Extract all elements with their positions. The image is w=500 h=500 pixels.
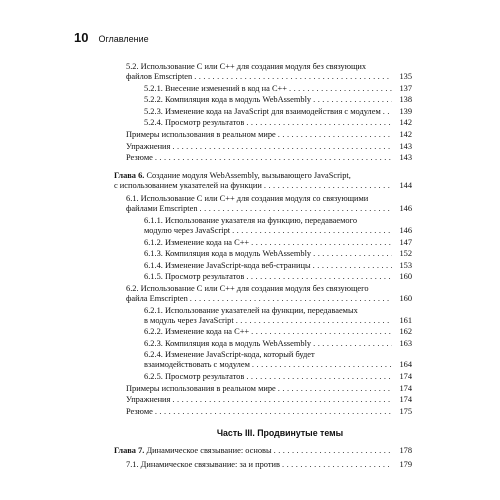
- toc-page-number: 143: [399, 141, 412, 151]
- dot-leader: [313, 261, 392, 271]
- toc-entry-text: 6.1.3. Компиляция кода в модуль WebAssembly: [144, 249, 312, 259]
- dot-leader: [190, 294, 392, 304]
- dot-leader: [236, 316, 392, 326]
- toc-entry-text: 6.2. Использование C или C++ для создания модуля без связующего: [126, 284, 369, 293]
- toc-entry-text: 5.2.1. Внесение изменений в код на C++: [144, 83, 287, 93]
- toc-page-number: 152: [399, 249, 412, 259]
- toc-page-number: 164: [399, 360, 412, 370]
- toc-entry: [126, 407, 412, 417]
- toc-page-number: 142: [399, 118, 412, 128]
- toc-entry: [144, 339, 412, 349]
- toc-page-number: 162: [399, 327, 412, 337]
- dot-leader: [313, 339, 392, 349]
- dot-leader: [232, 226, 392, 236]
- toc-entry: [144, 238, 412, 248]
- toc-entry-text: 5.2.4. Просмотр результатов: [144, 118, 245, 128]
- toc-entry-text: 6.2.1. Использование указателей на функции, передаваемых: [144, 305, 358, 315]
- dot-leader: [313, 95, 392, 105]
- toc-page-number: 175: [399, 406, 412, 416]
- dot-leader: [252, 360, 392, 370]
- dot-leader: [246, 272, 392, 282]
- toc-entry-text: 6.2.3. Компиляция кода в модуль WebAssembly: [144, 338, 312, 348]
- dot-leader: [246, 118, 392, 128]
- toc-entry: [126, 460, 412, 470]
- toc-entry: [144, 107, 412, 117]
- toc-chapter-entry: [114, 446, 412, 456]
- toc-entry-text: Примеры использования в реальном мире: [126, 383, 276, 393]
- toc-entry-text: взаимодействовать с модулем: [144, 360, 250, 370]
- toc-chapter-entry: [114, 171, 412, 191]
- dot-leader: [274, 446, 392, 456]
- toc-page-number: 138: [399, 95, 412, 105]
- toc-page-number: 146: [399, 226, 412, 235]
- toc-entry-text: Глава 7. Динамическое связывание: основы: [114, 446, 272, 456]
- toc-entry-text: файлов Emscripten: [126, 72, 193, 81]
- dot-leader: [246, 372, 392, 382]
- toc-entry: [126, 384, 412, 394]
- toc-entry: [126, 130, 412, 140]
- part-heading-text: Часть III. Продвинутые темы: [216, 428, 344, 439]
- toc-entry-text: 5.2.3. Изменение кода на JavaScript для взаимодействия с модулем: [144, 106, 381, 116]
- dot-leader: [278, 130, 392, 140]
- toc-page-number: 160: [399, 272, 412, 282]
- toc-page-number: 144: [399, 180, 412, 190]
- toc-page-number: 143: [399, 153, 412, 163]
- toc-entry: [144, 350, 412, 370]
- toc-entry: [126, 194, 412, 214]
- toc-entry-text: файла Emscripten: [126, 294, 188, 303]
- toc-entry-text: Резюме: [126, 406, 153, 416]
- chapter-label: Глава 6.: [114, 170, 145, 180]
- toc-entry-text: в модуль через JavaScript: [144, 315, 234, 325]
- toc-entry-text: 6.1.1. Использование указателя на функцию, передаваемого: [144, 216, 358, 225]
- toc-page-number: 160: [399, 294, 412, 303]
- toc-entry: [144, 272, 412, 282]
- dot-leader: [278, 384, 392, 394]
- dot-leader: [194, 72, 392, 82]
- dot-leader: [200, 204, 392, 214]
- toc-entry-text: 6.1.5. Просмотр результатов: [144, 272, 245, 282]
- toc-page-number: 178: [399, 446, 412, 456]
- toc-entry: [144, 261, 412, 271]
- toc-entry-text: 7.1. Динамическое связывание: за и против: [126, 460, 280, 469]
- toc-page-number: 153: [399, 260, 412, 270]
- toc-entry: [144, 118, 412, 128]
- toc-page-number: 174: [399, 372, 412, 381]
- toc-entry-text: 5.2. Использование C или C++ для создания модуля без связующих: [126, 62, 367, 71]
- toc-page-number: 135: [399, 72, 412, 81]
- toc-entry-text: 6.1.4. Изменение JavaScript-кода веб-страницы: [144, 260, 311, 270]
- toc-page-number: 139: [399, 106, 412, 116]
- toc-entry-text: модулю через JavaScript: [144, 226, 231, 235]
- toc-entry-text: 6.2.2. Изменение кода на C++: [144, 327, 250, 337]
- chapter-label: Глава 7.: [114, 446, 145, 456]
- toc-entry: [126, 284, 412, 304]
- dot-leader: [251, 327, 392, 337]
- toc-entry-text: с использованием указателей на функции: [114, 180, 262, 190]
- toc-entry-text: файлами Emscripten: [126, 204, 198, 214]
- toc-page-number: 147: [399, 237, 412, 247]
- part-heading: [0, 428, 500, 438]
- toc-entry-text: 6.2.5. Просмотр результатов: [144, 372, 245, 381]
- toc-entry: [126, 395, 412, 405]
- toc-entry: [144, 249, 412, 259]
- toc-entry-text: Упражнения: [126, 141, 171, 151]
- toc-entry: [144, 372, 412, 382]
- toc-page-number: 163: [399, 338, 412, 348]
- toc-entry-text: 6.2.4. Изменение JavaScript-кода, который будет: [144, 350, 315, 360]
- dot-leader: [172, 395, 392, 405]
- toc-page-number: 174: [399, 395, 412, 405]
- toc-page-number: 137: [399, 83, 412, 93]
- dot-leader: [155, 153, 392, 163]
- page-number: 10: [74, 30, 89, 45]
- toc-entry: [144, 95, 412, 105]
- dot-leader: [172, 142, 392, 152]
- toc-entry: [144, 306, 412, 326]
- toc-entry-text: Примеры использования в реальном мире: [126, 130, 276, 139]
- toc-entry: [126, 142, 412, 152]
- dot-leader: [282, 460, 392, 470]
- toc-page-number: 179: [399, 460, 412, 469]
- toc-entry-text: Глава 6. Создание модуля WebAssembly, вызывающего JavaScript,: [114, 170, 351, 180]
- toc-entry: [144, 327, 412, 337]
- toc-entry-text: Упражнения: [126, 395, 171, 405]
- dot-leader: [383, 107, 392, 117]
- dot-leader: [155, 407, 392, 417]
- toc-page-number: 174: [399, 383, 412, 393]
- toc-page-number: 142: [399, 130, 412, 139]
- toc-page-number: 161: [399, 315, 412, 325]
- toc-entry: [126, 153, 412, 163]
- dot-leader: [313, 249, 392, 259]
- toc-entry: [126, 62, 412, 82]
- toc-entry: [144, 84, 412, 94]
- toc-entry-text: 6.1.2. Изменение кода на C++: [144, 237, 250, 247]
- dot-leader: [251, 238, 392, 248]
- running-title: Оглавление: [98, 34, 149, 44]
- toc-entry-text: Резюме: [126, 153, 153, 163]
- toc-entry-text: 6.1. Использование C или C++ для создания модуля со связующими: [126, 194, 369, 204]
- toc-entry: [144, 216, 412, 236]
- dot-leader: [289, 84, 392, 94]
- dot-leader: [264, 181, 392, 191]
- toc-page-number: 146: [399, 204, 412, 214]
- toc-entry-text: 5.2.2. Компиляция кода в модуль WebAssembly: [144, 95, 312, 105]
